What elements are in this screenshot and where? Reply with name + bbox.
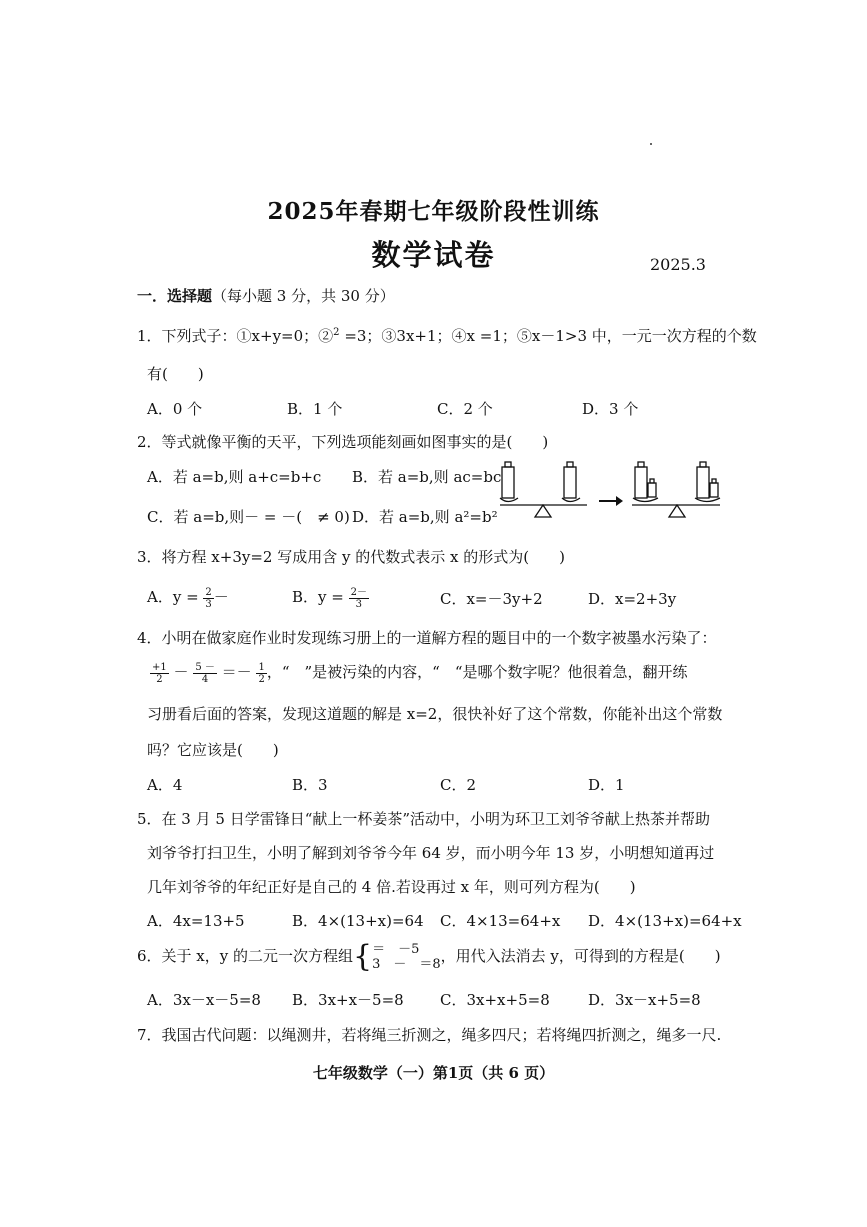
question-1-line-2: 有( ) — [147, 365, 204, 383]
question-2-option-a: A．若 a=b,则 a+c=b+c — [147, 468, 322, 486]
question-4-line-3: 习册看后面的答案，发现这道题的解是 x=2，很快补好了这个常数，你能补出这个常数 — [147, 705, 723, 723]
question-4-option-b: B．3 — [292, 776, 328, 794]
question-5-line-1: 5．在 3 月 5 日学雷锋日“献上一杯姜茶”活动中，小明为环卫工刘爷爷献上热茶并帮助 — [137, 810, 711, 828]
balance-scale-figure — [492, 455, 732, 525]
brace-icon: { — [353, 939, 373, 974]
question-3-option-d: D．x=2+3y — [588, 590, 677, 608]
question-4-frac-2 — [193, 662, 217, 685]
question-3-b-den: 3 — [355, 598, 362, 610]
equation-1: ＝ －5 — [372, 942, 420, 957]
arrow-icon — [599, 496, 623, 506]
section-note: （每小题 3 分，共 30 分） — [212, 287, 395, 305]
question-4-f2-den: 4 — [201, 673, 209, 685]
question-3-a-suffix: － — [213, 588, 229, 606]
question-2-option-c: C．若 a=b,则－ = －( ≠ 0) — [147, 508, 350, 526]
question-5-line-3: 几年刘爷爷的年纪正好是自己的 4 倍.若设再过 x 年，则可列方程为( ) — [147, 878, 636, 896]
equation-system — [372, 942, 441, 972]
question-2-stem: 2．等式就像平衡的天平，下列选项能刻画如图事实的是( ) — [137, 433, 549, 451]
question-6-option-d: D．3x－x+5=8 — [588, 991, 701, 1009]
question-4-equals: ＝－ — [221, 663, 252, 681]
question-5-option-d: D．4×(13+x)=64+x — [588, 912, 742, 930]
question-3-option-a — [147, 586, 229, 610]
question-4-f2-num: 5 － — [195, 661, 215, 673]
question-1-option-d: D．3 个 — [582, 400, 639, 418]
section-number: 一． — [137, 287, 168, 305]
question-5-option-c: C．4×13=64+x — [440, 912, 561, 930]
question-4-line-1: 4．小明在做家庭作业时发现练习册上的一道解方程的题目中的一个数字被墨水污染了： — [137, 629, 717, 647]
section-name: 选择题 — [167, 287, 213, 305]
question-4-option-a: A．4 — [147, 776, 183, 794]
question-1-text-a: 1．下列式子：①x+y=0；② — [137, 327, 334, 345]
question-4-option-d: D．1 — [588, 776, 625, 794]
question-4-f3-den: 2 — [258, 673, 265, 685]
question-6-option-b: B．3x+x－5=8 — [292, 991, 404, 1009]
balance-after — [632, 462, 720, 517]
question-4-line-4: 吗？它应该是( ) — [147, 741, 279, 759]
question-4-f3-num: 1 — [258, 661, 265, 673]
question-3-a-den: 3 — [205, 598, 212, 610]
question-3-a-fraction — [203, 587, 213, 610]
question-2-option-b: B．若 a=b,则 ac=bc — [352, 468, 502, 486]
question-6-prefix: 6．关于 x，y 的二元一次方程组 — [137, 947, 354, 965]
question-1-frac-num: 2 — [333, 327, 340, 338]
section-heading — [137, 285, 395, 306]
question-3-option-c: C．x=－3y+2 — [440, 590, 543, 608]
question-4-f1-num: +1 — [152, 661, 167, 673]
speck — [650, 143, 652, 145]
question-1-option-b: B．1 个 — [287, 400, 343, 418]
question-4-f1-den: 2 — [156, 673, 163, 685]
question-3-option-b — [292, 586, 369, 610]
question-4-minus: － — [173, 663, 189, 681]
question-4-option-c: C．2 — [440, 776, 477, 794]
exam-title: 2025年春期七年级阶段性训练 — [267, 198, 600, 225]
question-6-suffix: ，用代入法消去 y，可得到的方程是( ) — [440, 947, 721, 965]
exam-date: 2025.3 — [650, 255, 706, 274]
page-footer: 七年级数学（一）第1页（共 6 页） — [312, 1064, 555, 1082]
question-7-line-1: 7．我国古代问题：以绳测井，若将绳三折测之，绳多四尺；若将绳四折测之，绳多一尺. — [137, 1026, 722, 1044]
question-3-a-num: 2 — [205, 586, 212, 598]
question-5-line-2: 刘爷爷打扫卫生，小明了解到刘爷爷今年 64 岁，而小明今年 13 岁，小明想知道再过 — [147, 844, 715, 862]
question-6-option-c: C．3x+x+5=8 — [440, 991, 550, 1009]
question-6-stem — [137, 939, 721, 974]
question-3-stem: 3．将方程 x+3y=2 写成用含 y 的代数式表示 x 的形式为( ) — [137, 548, 565, 566]
question-4-frac-1 — [150, 662, 169, 685]
question-1-option-c: C．2 个 — [437, 400, 493, 418]
question-5-option-b: B．4×(13+x)=64 — [292, 912, 424, 930]
question-1-line-1 — [137, 325, 757, 346]
question-3-a-prefix: A．y = — [147, 588, 204, 606]
question-3-b-fraction — [349, 587, 369, 610]
question-6-option-a: A．3x－x－5=8 — [147, 991, 261, 1009]
question-3-b-prefix: B．y = — [292, 588, 349, 606]
question-4-line-2-text: ，“ ”是被污染的内容，“ “是哪个数字呢？他很着急，翻开练 — [266, 663, 688, 681]
question-1-text-b: =3；③3x+1；④x =1；⑤x－1>3 中，一元一次方程的个数 — [339, 327, 757, 345]
question-4-frac-3 — [256, 662, 266, 685]
equation-2: 3 － ＝8 — [372, 957, 441, 972]
question-1-option-a: A．0 个 — [147, 400, 203, 418]
question-3-b-num: 2－ — [350, 586, 367, 598]
balance-before — [500, 462, 587, 517]
question-5-option-a: A．4x=13+5 — [147, 912, 245, 930]
question-2-option-d: D．若 a=b,则 a²=b² — [352, 508, 498, 526]
exam-subtitle: 数学试卷 — [371, 238, 496, 272]
question-4-line-2 — [150, 661, 688, 685]
